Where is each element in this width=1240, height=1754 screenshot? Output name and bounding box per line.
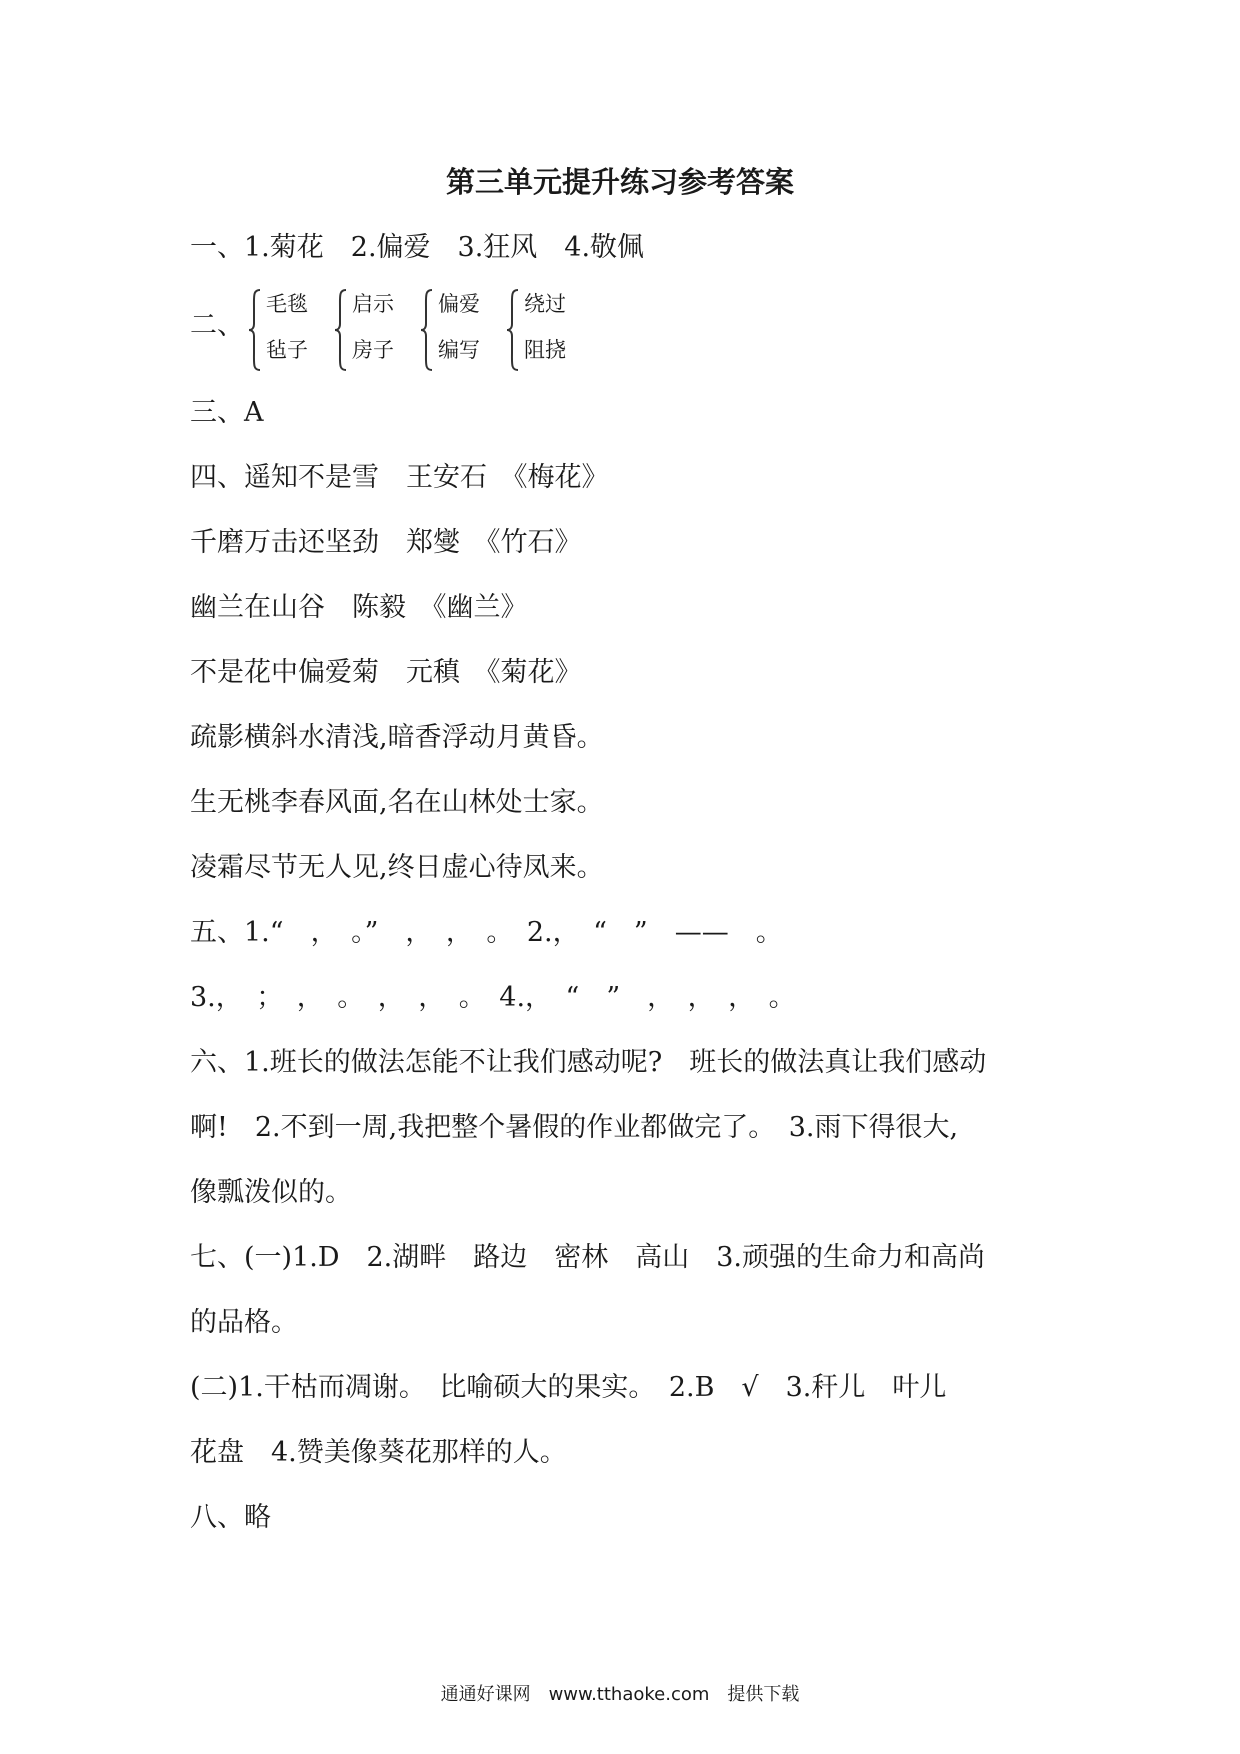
pair-word-top: 偏爱 (438, 292, 480, 316)
answer-q6-line: 啊! 2.不到一周,我把整个暑假的作业都做完了。 3.雨下得很大, (190, 1112, 959, 1143)
answer-q4-line: 不是花中偏爱菊 元稹 《菊花》 (190, 657, 582, 688)
answer-q6-line: 像瓢泼似的。 (190, 1177, 352, 1208)
answer-q4-line: 疏影横斜水清浅,暗香浮动月黄昏。 (190, 722, 604, 753)
answer-q4-line: 凌霜尽节无人见,终日虚心待凤来。 (190, 852, 604, 883)
answer-q6-line: 六、1.班长的做法怎能不让我们感动呢? 班长的做法真让我们感动 (190, 1047, 987, 1078)
answer-q5-line: 3.， ； ， 。 ， ， 。 4.， “ ” ， ， ， 。 (190, 982, 796, 1013)
answer-q5-line: 五、1.“ ， 。” ， ， 。 2.， “ ” —— 。 (190, 917, 783, 948)
answer-q4-line: 千磨万击还坚劲 郑燮 《竹石》 (190, 527, 582, 558)
answer-q7-line: (二)1.干枯而凋谢。 比喻硕大的果实。 2.B √ 3.秆儿 叶儿 (190, 1372, 947, 1403)
answer-q1: 一、1.菊花 2.偏爱 3.狂风 4.敬佩 (190, 232, 645, 263)
left-brace-icon (334, 288, 348, 372)
answer-q7-line: 花盘 4.赞美像葵花那样的人。 (190, 1437, 567, 1468)
pair-word-bottom: 毡子 (266, 338, 308, 362)
answer-q4-line: 生无桃李春风面,名在山林处士家。 (190, 787, 604, 818)
answer-q4-line: 幽兰在山谷 陈毅 《幽兰》 (190, 592, 528, 623)
answer-q7-line: 七、(一)1.D 2.湖畔 路边 密林 高山 3.顽强的生命力和高尚 (190, 1242, 985, 1273)
answer-q7-line: 的品格。 (190, 1307, 298, 1338)
answer-q8: 八、略 (190, 1502, 271, 1533)
pair-word-top: 绕过 (524, 292, 566, 316)
pair-word-bottom: 房子 (352, 338, 394, 362)
answer-q2-label: 二、 (190, 310, 244, 341)
left-brace-icon (248, 288, 262, 372)
answer-q3: 三、A (190, 397, 264, 428)
pair-word-top: 毛毯 (266, 292, 308, 316)
answer-q4-line: 四、遥知不是雪 王安石 《梅花》 (190, 462, 609, 493)
left-brace-icon (506, 288, 520, 372)
left-brace-icon (420, 288, 434, 372)
footer-source: 通通好课网 www.tthaoke.com 提供下载 (440, 1684, 800, 1705)
pair-word-top: 启示 (352, 292, 394, 316)
pair-word-bottom: 编写 (438, 338, 480, 362)
pair-word-bottom: 阻挠 (524, 338, 566, 362)
page-title: 第三单元提升练习参考答案 (445, 165, 794, 199)
